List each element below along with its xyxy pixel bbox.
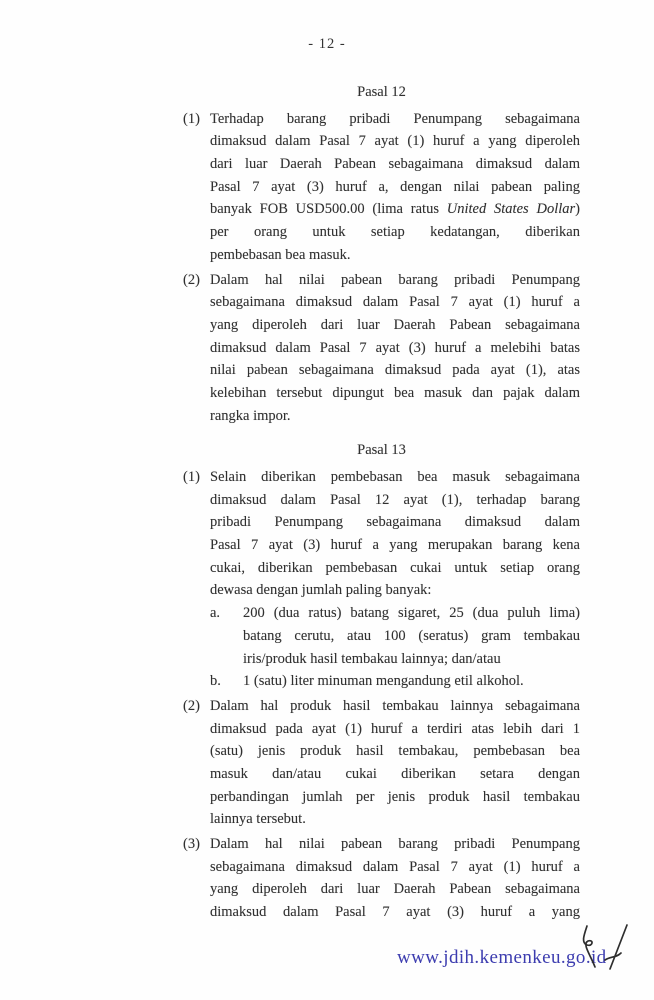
text-line: Terhadap barang pribadi Penumpang sebagaimana <box>210 110 580 127</box>
text-line: dimaksud dalam Pasal 7 ayat (3) huruf a yang <box>210 904 580 921</box>
text-line: kelebihan tersebut dipungut bea masuk dan pajak dalam <box>210 384 580 401</box>
document-body <box>183 81 580 924</box>
item-text <box>210 695 580 831</box>
item-text <box>243 670 580 693</box>
text-line: banyak FOB USD500.00 (lima ratus United States Dollar) <box>210 201 580 218</box>
text-line: iris/produk hasil tembakau lainnya; dan/atau <box>243 650 501 667</box>
text-line: lainnya tersebut. <box>210 811 306 828</box>
text-line: dimaksud dalam Pasal 7 ayat (1) huruf a yang diperoleh <box>210 133 580 150</box>
text-line: pembebasan bea masuk. <box>210 246 351 263</box>
item-number-marker: (1) <box>183 110 200 127</box>
text-line: sebagaimana dimaksud dalam Pasal 7 ayat (1) huruf a <box>210 858 580 875</box>
article-heading: Pasal 13 <box>357 442 406 459</box>
text-line: dimaksud dalam Pasal 7 ayat (3) huruf a melebihi batas <box>210 339 580 356</box>
numbered-item <box>183 108 580 267</box>
text-line: yang diperoleh dari luar Daerah Pabean sebagaimana <box>210 316 580 333</box>
numbered-item <box>183 695 580 831</box>
text-line: pribadi Penumpang sebagaimana dimaksud dalam <box>210 514 580 531</box>
numbered-item <box>183 269 580 428</box>
text-line: 1 (satu) liter minuman mengandung etil alkohol. <box>243 673 524 690</box>
lettered-subitem <box>210 670 580 693</box>
text-line: Selain diberikan pembebasan bea masuk sebagaimana <box>210 469 580 486</box>
pen-stroke-left <box>584 926 595 967</box>
text-line: per orang untuk setiap kedatangan, diberikan <box>210 224 580 241</box>
watermark-url: www.jdih.kemenkeu.go.id <box>397 947 607 968</box>
text-line: cukai, diberikan pembebasan cukai untuk setiap orang <box>210 559 580 576</box>
item-text <box>210 269 580 428</box>
text-line: dewasa dengan jumlah paling banyak: <box>210 582 432 599</box>
item-text <box>210 833 580 924</box>
pen-stroke-right <box>605 925 627 969</box>
item-number-marker: (2) <box>183 697 200 714</box>
text-line: nilai pabean sebagaimana dimaksud pada ayat (1), atas <box>210 362 580 379</box>
numbered-item <box>183 833 580 924</box>
text-line: dimaksud pada ayat (1) huruf a terdiri atas lebih dari 1 <box>210 720 580 737</box>
text-line: Pasal 7 ayat (3) huruf a yang merupakan barang kena <box>210 537 580 554</box>
initials-signature-mark <box>570 912 640 990</box>
item-text <box>210 108 580 267</box>
numbered-item <box>183 466 580 693</box>
text-line: masuk dan/atau cukai diberikan setara dengan <box>210 765 580 782</box>
text-line: dimaksud dalam Pasal 12 ayat (1), terhadap barang <box>210 491 580 508</box>
article-heading: Pasal 12 <box>357 84 406 100</box>
item-number-marker: (2) <box>183 271 200 288</box>
subitem-marker: b. <box>210 673 221 690</box>
text-line: 200 (dua ratus) batang sigaret, 25 (dua puluh lima) <box>243 605 580 622</box>
text-line: perbandingan jumlah per jenis produk hasil tembakau <box>210 788 580 805</box>
text-line: dari luar Daerah Pabean sebagaimana dimaksud dalam <box>210 156 580 173</box>
page-number: - 12 - <box>308 36 346 52</box>
text-line: sebagaimana dimaksud dalam Pasal 7 ayat (1) huruf a <box>210 294 580 311</box>
text-line: (satu) jenis produk hasil tembakau, pembebasan bea <box>210 743 580 760</box>
text-line: yang diperoleh dari luar Daerah Pabean sebagaimana <box>210 881 580 898</box>
item-number-marker: (1) <box>183 469 200 486</box>
text-line: Dalam hal nilai pabean barang pribadi Penumpang <box>210 271 580 288</box>
item-text <box>243 602 580 670</box>
subitem-marker: a. <box>210 605 221 622</box>
lettered-subitem <box>210 602 580 670</box>
item-number-marker: (3) <box>183 836 200 853</box>
text-line: batang cerutu, atau 100 (seratus) gram tembakau <box>243 627 580 644</box>
item-text <box>210 466 580 693</box>
text-line: Dalam hal nilai pabean barang pribadi Penumpang <box>210 836 580 853</box>
text-line: Pasal 7 ayat (3) huruf a, dengan nilai pabean paling <box>210 178 580 195</box>
text-line: rangka impor. <box>210 407 291 424</box>
text-line: Dalam hal produk hasil tembakau lainnya sebagaimana <box>210 697 580 714</box>
